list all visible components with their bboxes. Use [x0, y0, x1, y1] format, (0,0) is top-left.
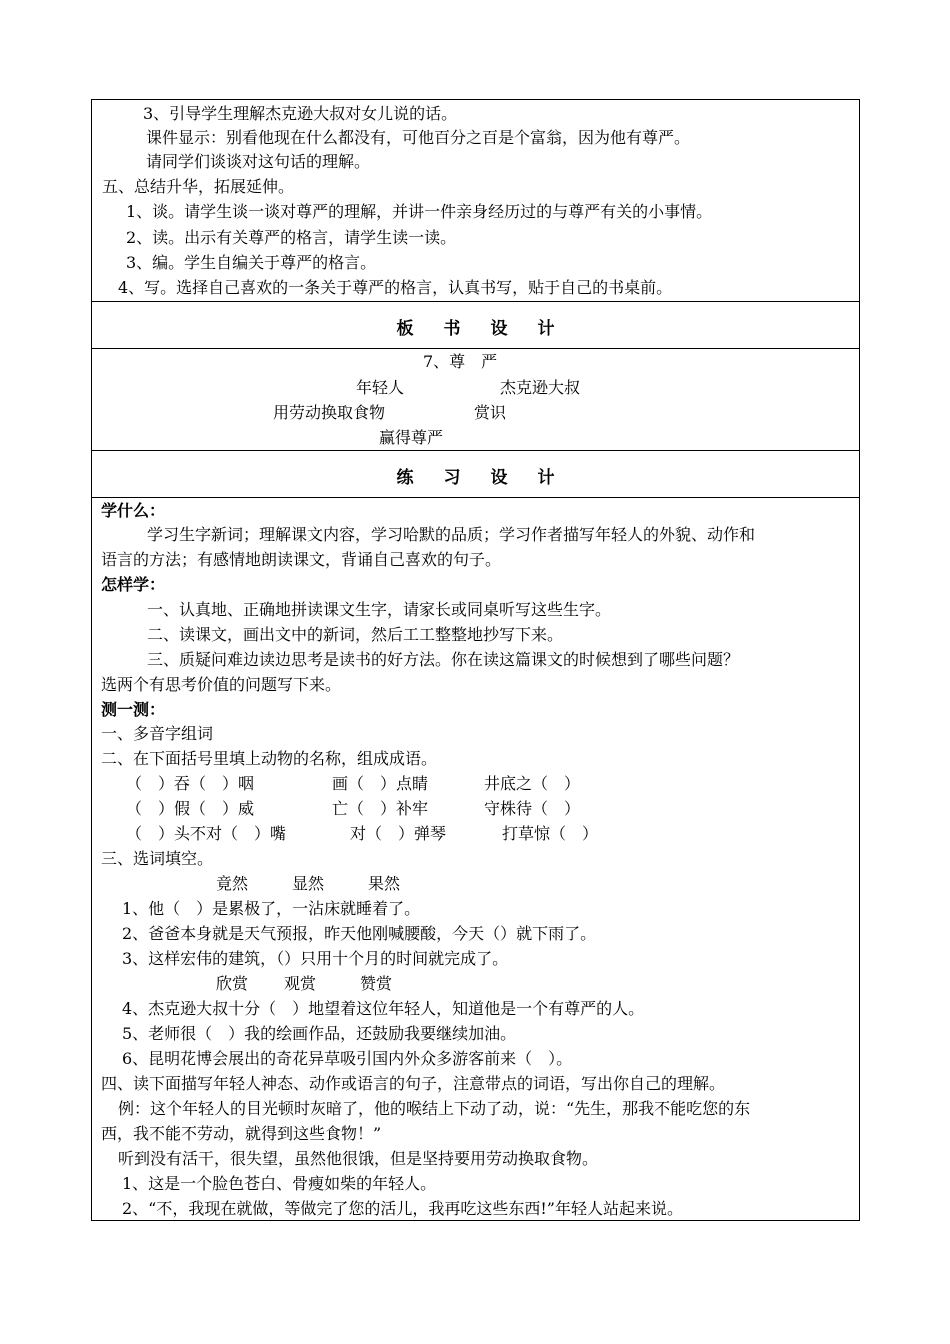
text-line: 五、总结升华，拓展延伸。 — [102, 177, 295, 196]
text-line: 一、认真地、正确地拼读课文生字，请家长或同桌听写这些生字。 — [147, 600, 612, 619]
word-option: 果然 — [368, 874, 401, 893]
text-line: 3、引导学生理解杰克逊大叔对女儿说的话。 — [143, 104, 458, 123]
question: 3、这样宏伟的建筑，（）只用十个月的时间就完成了。 — [122, 949, 509, 968]
idiom-item: （ ）假（ ）威 — [126, 799, 255, 818]
idiom-item: 对（ ）弹琴 — [350, 824, 447, 843]
board-title: 7、尊 严 — [423, 352, 498, 371]
header-char: 练 — [396, 468, 414, 488]
text-line: 二、读课文，画出文中的新词，然后工工整整地抄写下来。 — [147, 625, 564, 644]
text-line: 三、质疑问难边读边思考是读书的好方法。你在读这篇课文的时候想到了哪些问题？ — [147, 650, 740, 669]
question: 1、他（ ）是累极了，一沾床就睡着了。 — [122, 899, 421, 918]
text-line: 2、读。出示有关尊严的格言，请学生读一读。 — [126, 228, 457, 247]
text-line: 课件显示：别看他现在什么都没有，可他百分之百是个富翁，因为他有尊严。 — [146, 128, 691, 147]
divider — [92, 497, 859, 498]
word-option: 赞赏 — [360, 974, 393, 993]
text-line: 学习生字新词；理解课文内容，学习哈默的品质；学习作者描写年轻人的外貌、动作和 — [147, 525, 756, 544]
question: 6、昆明花博会展出的奇花异草吸引国内外众多游客前来（ ）。 — [122, 1049, 573, 1068]
question: 1、这是一个脸色苍白、骨瘦如柴的年轻人。 — [122, 1174, 437, 1193]
text-line: 4、写。选择自己喜欢的一条关于尊严的格言，认真书写，贴于自己的书桌前。 — [118, 278, 673, 297]
text-line: 请同学们谈谈对这句话的理解。 — [146, 152, 371, 171]
divider — [92, 450, 859, 451]
text-line: 1、谈。请学生谈一谈对尊严的理解，并讲一件亲身经历过的与尊严有关的小事情。 — [126, 202, 713, 221]
text-line: 3、编。学生自编关于尊严的格言。 — [126, 253, 377, 272]
text-line: 选两个有思考价值的问题写下来。 — [101, 675, 342, 694]
board-left-1: 年轻人 — [356, 378, 405, 397]
practice-design-header — [92, 463, 859, 488]
question: 2、“不，我现在就做，等做完了您的活儿，我再吃这些东西!”年轻人站起来说。 — [122, 1199, 683, 1218]
heading-learn-what: 学什么： — [101, 501, 166, 520]
idiom-item: 亡（ ）补牢 — [332, 799, 429, 818]
heading-how-to-learn: 怎样学： — [101, 575, 166, 594]
header-char: 计 — [537, 319, 555, 339]
idiom-item: 打草惊（ ） — [502, 824, 599, 843]
word-option: 欣赏 — [216, 974, 249, 993]
header-char: 设 — [490, 468, 508, 488]
text-line: 例：这个年轻人的目光顿时灰暗了，他的喉结上下动了动，说：“先生，那我不能吃您的东 — [118, 1099, 751, 1118]
idiom-item: 井底之（ ） — [484, 774, 581, 793]
header-char: 计 — [537, 468, 555, 488]
text-line: 三、选词填空。 — [101, 849, 214, 868]
question: 5、老师很（ ）我的绘画作品，还鼓励我要继续加油。 — [122, 1024, 517, 1043]
divider — [92, 301, 859, 302]
text-line: 西，我不能不劳动，就得到这些食物！” — [101, 1124, 382, 1143]
heading-test: 测一测： — [101, 700, 166, 719]
header-char: 设 — [490, 319, 508, 339]
text-line: 听到没有活干，很失望，虽然他很饿，但是坚持要用劳动换取食物。 — [118, 1149, 599, 1168]
header-char: 习 — [443, 468, 461, 488]
question: 2、爸爸本身就是天气预报，昨天他刚喊腰酸，今天（）就下雨了。 — [122, 924, 597, 943]
text-line: 二、在下面括号里填上动物的名称，组成成语。 — [101, 749, 438, 768]
word-option: 竟然 — [216, 874, 249, 893]
board-right-2: 赏识 — [474, 403, 507, 422]
lesson-table — [91, 99, 860, 1221]
idiom-item: （ ）吞（ ）咽 — [126, 774, 255, 793]
divider — [92, 348, 859, 349]
idiom-item: 守株待（ ） — [484, 799, 581, 818]
question: 4、杰克逊大叔十分（ ）地望着这位年轻人，知道他是一个有尊严的人。 — [122, 999, 645, 1018]
text-line: 一、多音字组词 — [101, 724, 214, 743]
board-right-1: 杰克逊大叔 — [500, 378, 581, 397]
text-line: 四、读下面描写年轻人神态、动作或语言的句子，注意带点的词语，写出你自己的理解。 — [101, 1074, 726, 1093]
header-char: 板 — [396, 319, 414, 339]
text-line: 语言的方法；有感情地朗读课文，背诵自己喜欢的句子。 — [101, 550, 502, 569]
word-option: 显然 — [292, 874, 325, 893]
word-option: 观赏 — [284, 974, 317, 993]
idiom-item: 画（ ）点睛 — [332, 774, 429, 793]
idiom-item: （ ）头不对（ ）嘴 — [126, 824, 287, 843]
header-char: 书 — [443, 319, 461, 339]
board-design-header — [92, 314, 859, 339]
board-left-2: 用劳动换取食物 — [273, 403, 386, 422]
board-bottom: 赢得尊严 — [379, 428, 444, 447]
